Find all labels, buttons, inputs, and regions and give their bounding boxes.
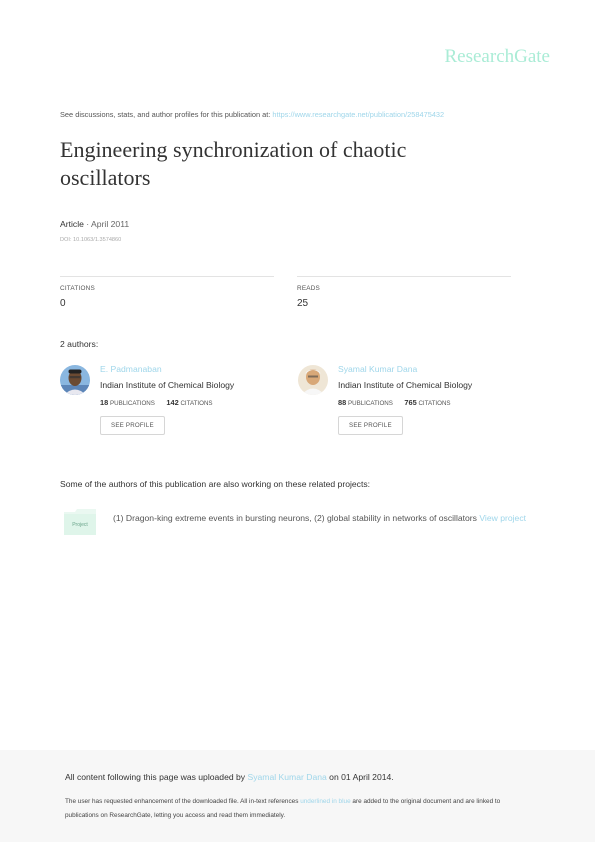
note-prefix: The user has requested enhancement of the downloaded file. All in-text references: [65, 798, 301, 805]
uploader-link[interactable]: Syamal Kumar Dana: [247, 772, 327, 782]
authors-header: 2 authors:: [60, 339, 99, 349]
author-institution: Indian Institute of Chemical Biology: [100, 380, 235, 390]
see-profile-button[interactable]: SEE PROFILE: [100, 416, 165, 435]
project-text: (1) Dragon-king extreme events in bursting neurons, (2) global stability in networks of oscillators: [113, 513, 480, 523]
publication-date: · April 2011: [83, 219, 130, 229]
project-icon-label: Project: [72, 522, 88, 528]
publications-count: 18: [100, 398, 109, 407]
reads-stat: [297, 276, 511, 309]
publications-label: PUBLICATIONS: [347, 400, 393, 407]
intro-line: [60, 110, 444, 119]
author-counts: [100, 398, 300, 407]
underlined-link[interactable]: underlined in blue: [300, 798, 351, 805]
author-avatar[interactable]: [60, 365, 90, 395]
upload-prefix: All content following this page was uploaded by: [65, 772, 248, 782]
intro-prefix: See discussions, stats, and author profiles for this publication at:: [60, 110, 273, 119]
view-project-link[interactable]: View project: [479, 513, 527, 523]
author-name-link[interactable]: E. Padmanaban: [100, 364, 162, 374]
citations-count: 765: [404, 398, 417, 407]
stat-value: 0: [60, 298, 66, 309]
enhancement-note: [65, 795, 535, 823]
publication-doi: DOI: 10.1063/1.3574860: [60, 237, 122, 243]
see-profile-button[interactable]: SEE PROFILE: [338, 416, 403, 435]
footer: [0, 750, 595, 842]
stat-label: CITATIONS: [60, 285, 95, 292]
publications-label: PUBLICATIONS: [109, 400, 155, 407]
publication-type: Article: [60, 219, 84, 229]
publication-title: Engineering synchronization of chaotic oscillators: [60, 137, 407, 190]
note-suffix: are added to the original document and are linked to publications on ResearchGate, letting you access and read them immediately.: [65, 798, 501, 819]
researchgate-logo[interactable]: ResearchGate: [444, 46, 550, 67]
citations-count: 142: [166, 398, 179, 407]
publication-meta: [60, 219, 129, 229]
stat-value: 25: [297, 298, 309, 309]
citations-stat: [60, 276, 274, 309]
stat-label: READS: [297, 285, 321, 292]
author-name-link[interactable]: Syamal Kumar Dana: [338, 364, 418, 374]
upload-note: [65, 772, 394, 782]
citations-label: CITATIONS: [180, 400, 213, 407]
publications-count: 88: [338, 398, 347, 407]
related-projects-header: Some of the authors of this publication are also working on these related projects:: [60, 479, 371, 489]
author-avatar[interactable]: [298, 365, 328, 395]
project-description: [113, 510, 543, 527]
author-institution: Indian Institute of Chemical Biology: [338, 380, 473, 390]
upload-suffix: on 01 April 2014.: [326, 772, 394, 782]
project-folder-icon: [64, 509, 96, 535]
citations-label: CITATIONS: [418, 400, 451, 407]
publication-url-link[interactable]: https://www.researchgate.net/publication/258475432: [272, 110, 445, 119]
author-counts: [338, 398, 538, 407]
